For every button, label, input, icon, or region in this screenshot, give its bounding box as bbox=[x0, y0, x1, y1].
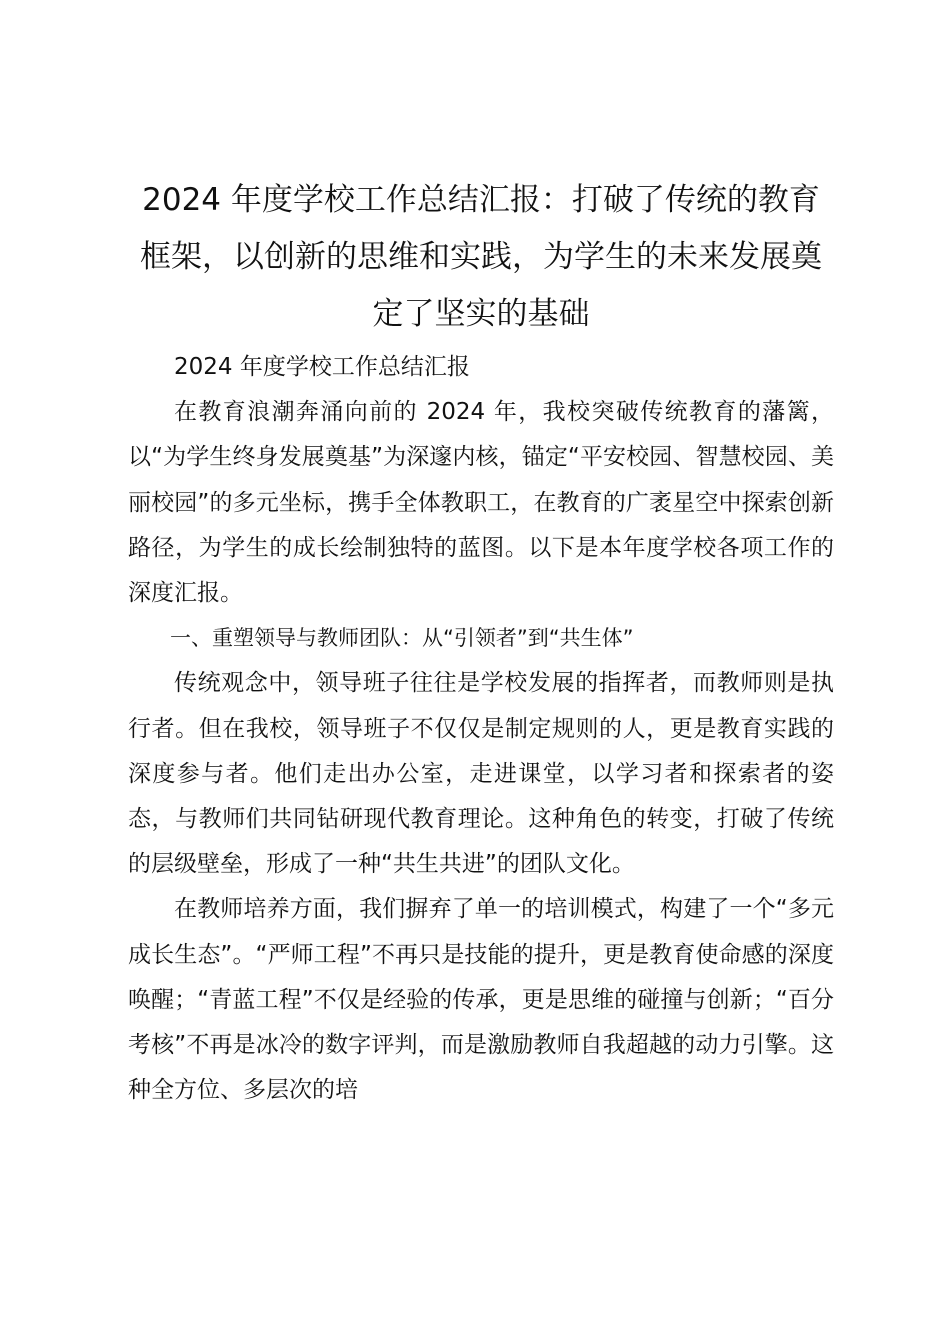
document-subtitle: 2024 年度学校工作总结汇报 bbox=[174, 354, 470, 380]
body-paragraph: 传统观念中，领导班子往往是学校发展的指挥者，而教师则是执行者。但在我校，领导班子不仅仅是制定规则的人，更是教育实践的深度参与者。他们走出办公室，走进课堂，以学习者和探索者的姿态，与教师们共同钻研现代教育理论。这种角色的转变，打破了传统的层级壁垒，形成了一种“共生共进”的团队文化。 bbox=[128, 670, 834, 878]
document-title: 2024 年度学校工作总结汇报：打破了传统的教育框架，以创新的思维和实践，为学生的未来发展奠定了坚实的基础 bbox=[140, 182, 822, 332]
intro-paragraph: 在教育浪潮奔涌向前的 2024 年，我校突破传统教育的藩篱，以“为学生终身发展奠基”为深邃内核，锚定“平安校园、智慧校园、美丽校园”的多元坐标，携手全体教职工，在教育的广袤星空中探索创新路径，为学生的成长绘制独特的蓝图。以下是本年度学校各项工作的深度汇报。 bbox=[128, 399, 834, 607]
document-page bbox=[128, 172, 834, 1113]
section-heading: 一、重塑领导与教师团队：从“引领者”到“共生体” bbox=[170, 626, 634, 651]
body-paragraph: 在教师培养方面，我们摒弃了单一的培训模式，构建了一个“多元成长生态”。“严师工程”不再只是技能的提升，更是教育使命感的深度唤醒；“青蓝工程”不仅是经验的传承，更是思维的碰撞与创新；“百分考核”不再是冰冷的数字评判，而是激励教师自我超越的动力引擎。这种全方位、多层次的培 bbox=[128, 896, 834, 1104]
